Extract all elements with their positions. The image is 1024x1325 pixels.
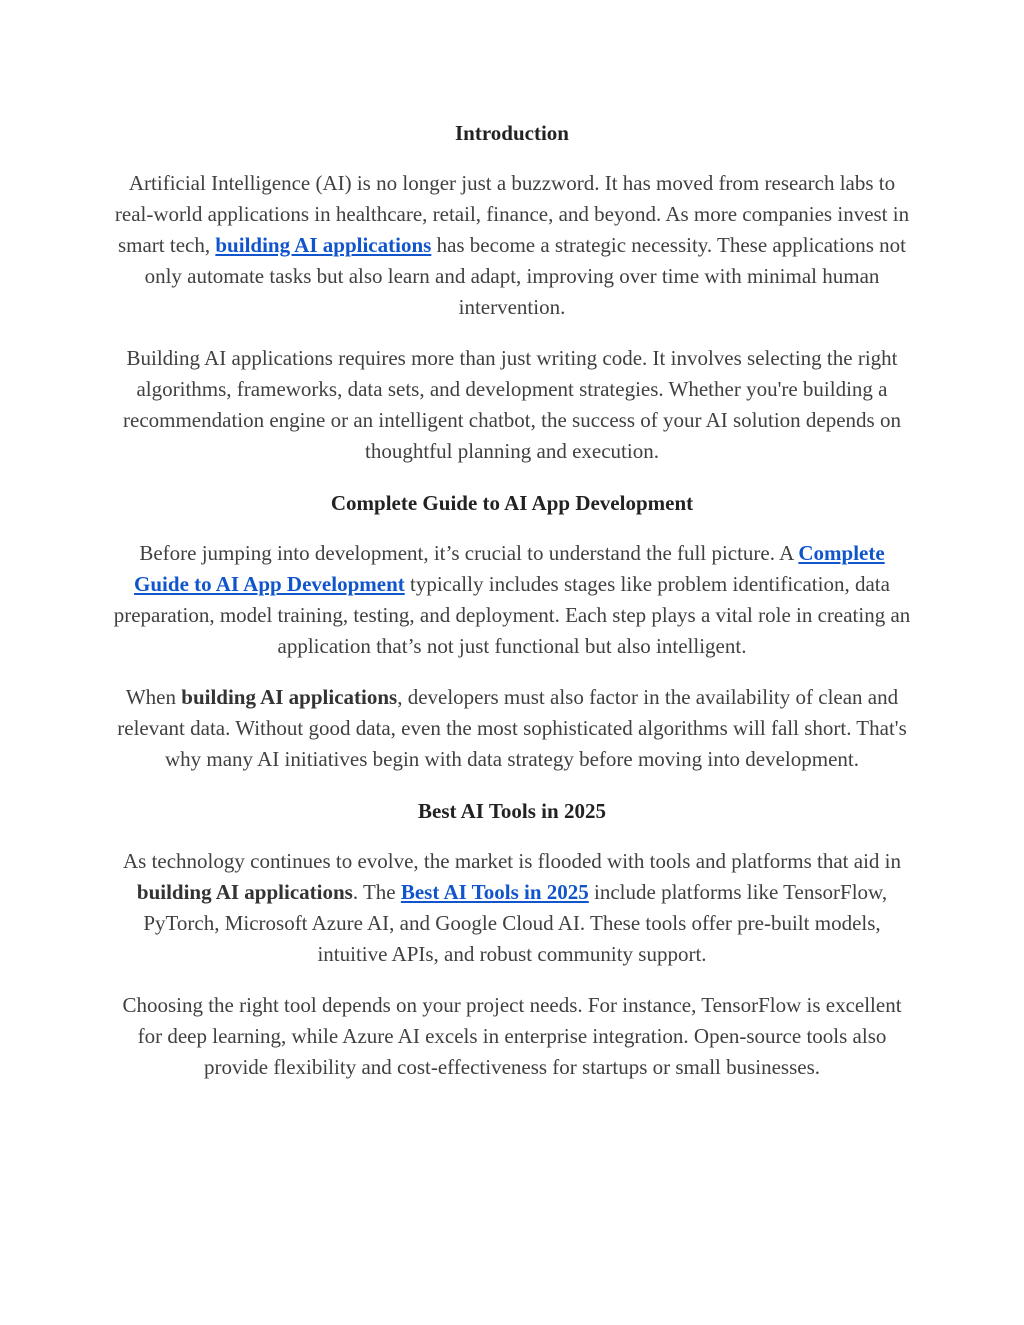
heading-best-ai-tools: Best AI Tools in 2025 — [418, 799, 606, 823]
guide-paragraph-2-bold: building AI applications — [181, 685, 398, 709]
heading-introduction: Introduction — [455, 121, 569, 145]
guide-paragraph-2 — [112, 682, 912, 795]
guide-paragraph-1-text-b: typically includes stages like problem identification, data preparation, model training, testing, and deployment. Each step plays a vital role in creating an application that’s not just functional but also intelligent. — [113, 572, 911, 658]
tools-paragraph-1 — [112, 846, 912, 990]
tools-paragraph-1-text-a: As technology continues to evolve, the market is flooded with tools and platforms that aid in — [122, 849, 901, 873]
intro-paragraph-2: Building AI applications requires more than just writing code. It involves selecting the right algorithms, frameworks, data sets, and development strategies. Whether you're building a recommendation engine or an intelligent chatbot, the success of your AI solution depends on thoughtful planning and execution. — [123, 346, 901, 463]
tools-paragraph-2: Choosing the right tool depends on your project needs. For instance, TensorFlow is excellent for deep learning, while Azure AI excels in enterprise integration. Open-source tools also provide flexibility and cost-effectiveness for startups or small businesses. — [122, 993, 902, 1079]
guide-paragraph-1 — [112, 538, 912, 682]
building-ai-applications-link[interactable]: building AI applications — [215, 233, 432, 257]
guide-paragraph-2-text-b: , developers must also factor in the availability of clean and relevant data. Without good data, even the most sophisticated algorithms will fall short. That's why many AI initiatives begin with data strategy before moving into development. — [117, 685, 907, 771]
guide-paragraph-2-text-a: When — [125, 685, 182, 709]
tools-paragraph-1-bold: building AI applications — [136, 880, 353, 904]
heading-complete-guide: Complete Guide to AI App Development — [330, 491, 694, 515]
guide-paragraph-1-text-a: Before jumping into development, it’s crucial to understand the full picture. A — [139, 541, 799, 565]
intro-paragraph-1-text-b: has become a strategic necessity. These applications not only automate tasks but also learn and adapt, improving over time with minimal human intervention. — [144, 233, 906, 319]
tools-paragraph-1-text-c: include platforms like TensorFlow, PyTorch, Microsoft Azure AI, and Google Cloud AI. These tools offer pre-built models, intuitive APIs, and robust community support. — [143, 880, 888, 966]
intro-paragraph-1 — [112, 168, 912, 343]
complete-guide-link[interactable]: Complete Guide to AI App Development — [134, 541, 885, 596]
best-ai-tools-link[interactable]: Best AI Tools in 2025 — [400, 880, 589, 904]
intro-paragraph-1-text-a: Artificial Intelligence (AI) is no longer just a buzzword. It has moved from research labs to real-world applications in healthcare, retail, finance, and beyond. As more companies invest in smart tech, — [114, 171, 910, 257]
document-page — [112, 117, 912, 1103]
tools-paragraph-1-text-b: . The — [352, 880, 401, 904]
